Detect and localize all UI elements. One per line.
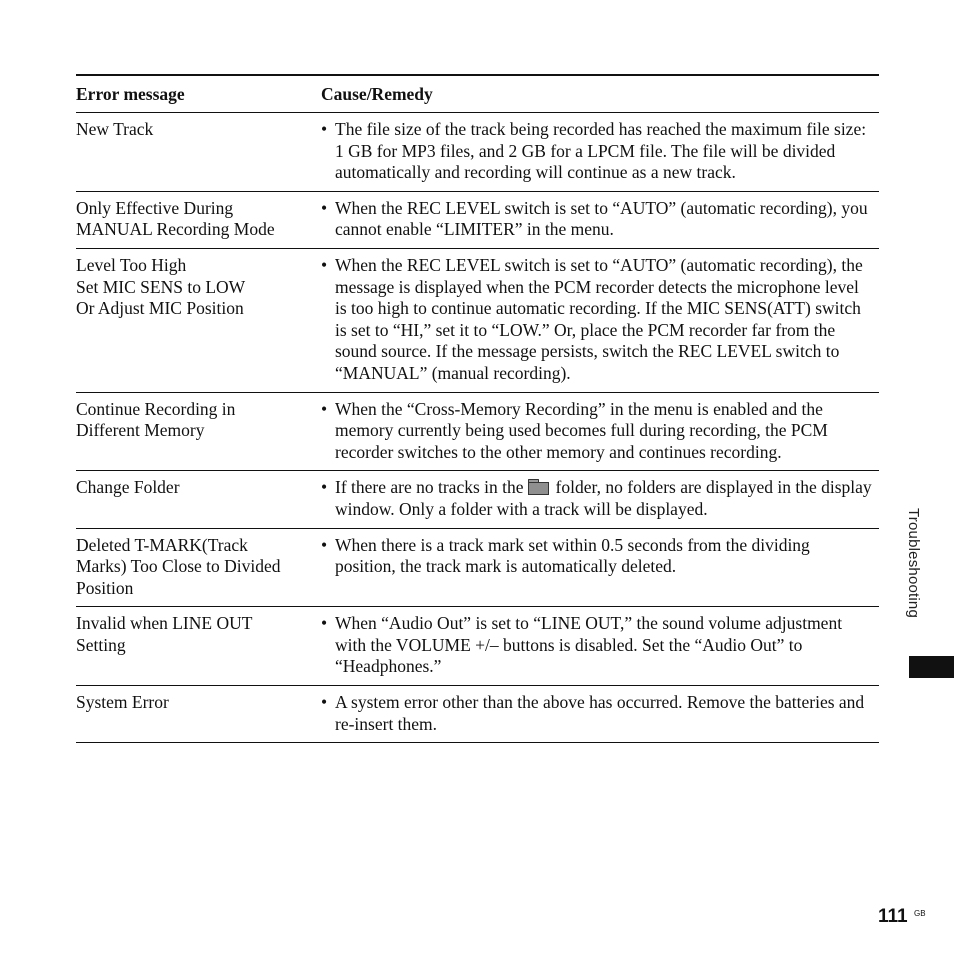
cause-remedy-cell: [321, 119, 879, 184]
table-row: [76, 529, 879, 608]
table-row: [76, 113, 879, 192]
header-error-message: Error message: [76, 83, 185, 104]
cause-text-after-icon: folder, no folders are displayed in the display window. Only a folder with a track will be displayed.: [335, 477, 872, 519]
error-message-cell: Deleted T-MARK(Track Marks) Too Close to Divided Position: [76, 534, 281, 598]
bullet-marker: •: [321, 398, 328, 419]
cause-remedy-cell: [321, 477, 879, 520]
error-message-cell: Invalid when LINE OUT Setting: [76, 613, 253, 655]
cause-text: When there is a track mark set within 0.5 seconds from the dividing position, the track mark is automatically deleted.: [335, 534, 810, 577]
bullet-marker: •: [321, 254, 328, 275]
cause-text: A system error other than the above has occurred. Remove the batteries and re-insert them.: [335, 692, 865, 734]
cause-remedy-cell: [321, 255, 879, 385]
cause-remedy-cell: [321, 198, 879, 241]
cause-text: When “Audio Out” is set to “LINE OUT,” the sound volume adjustment with the VOLUME +/– buttons is disabled. Set the “Audio Out” to “Headphones.”: [335, 613, 843, 677]
section-tab-marker: [909, 656, 954, 678]
cause-remedy-cell: [321, 692, 879, 735]
bullet-marker: •: [321, 119, 328, 139]
cause-text: [335, 477, 873, 520]
table-header: [76, 76, 879, 113]
bullet-marker: •: [321, 197, 328, 218]
error-message-table: [76, 74, 879, 743]
header-cause-remedy: Cause/Remedy: [321, 83, 433, 104]
cause-text: When the REC LEVEL switch is set to “AUTO” (automatic recording), the message is displayed when the PCM recorder detects the microphone level is too high to continue automatic recording. If the MIC SENS(ATT) switch is set to “HI,” set it to “LOW.” Or, place the PCM recorder far from the sound source. If the message persists, switch the REC LEVEL switch to “MANUAL” (manual recording).: [335, 254, 863, 383]
table-row: [76, 607, 879, 686]
cause-remedy-cell: [321, 613, 879, 678]
error-message-cell: Continue Recording in Different Memory: [76, 398, 236, 441]
section-side-label: Troubleshooting: [905, 508, 922, 619]
page-number: 111: [878, 906, 908, 927]
bullet-marker: •: [321, 477, 328, 498]
bullet-marker: •: [321, 692, 328, 713]
error-message-cell: System Error: [76, 692, 169, 713]
table-row: [76, 471, 879, 528]
table-row: [76, 393, 879, 472]
cause-text: The file size of the track being recorded has reached the maximum file size: 1 GB for MP3 files, and 2 GB for a LPCM file. The file will be divided automatically and recording will continue as a new track.: [335, 119, 867, 183]
error-message-cell: New Track: [76, 119, 154, 139]
folder-icon: [528, 479, 550, 495]
cause-text: When the REC LEVEL switch is set to “AUTO” (automatic recording), you cannot enable “LIMITER” in the menu.: [335, 197, 868, 240]
bullet-marker: •: [321, 534, 328, 555]
error-message-cell: Only Effective During MANUAL Recording Mode: [76, 197, 275, 240]
cause-text-before-icon: If there are no tracks in the: [335, 477, 524, 498]
cause-text: When the “Cross-Memory Recording” in the menu is enabled and the memory currently being used becomes full during recording, the PCM recorder switches to the other memory and continues recording.: [335, 398, 828, 462]
error-message-cell: Level Too High Set MIC SENS to LOW Or Adjust MIC Position: [76, 254, 246, 319]
cause-remedy-cell: [321, 535, 879, 600]
bullet-marker: •: [321, 613, 328, 634]
error-message-cell: Change Folder: [76, 477, 180, 498]
table-row: [76, 686, 879, 743]
table-row: [76, 249, 879, 393]
cause-remedy-cell: [321, 399, 879, 464]
page-number-suffix: GB: [914, 909, 926, 918]
table-row: [76, 192, 879, 249]
